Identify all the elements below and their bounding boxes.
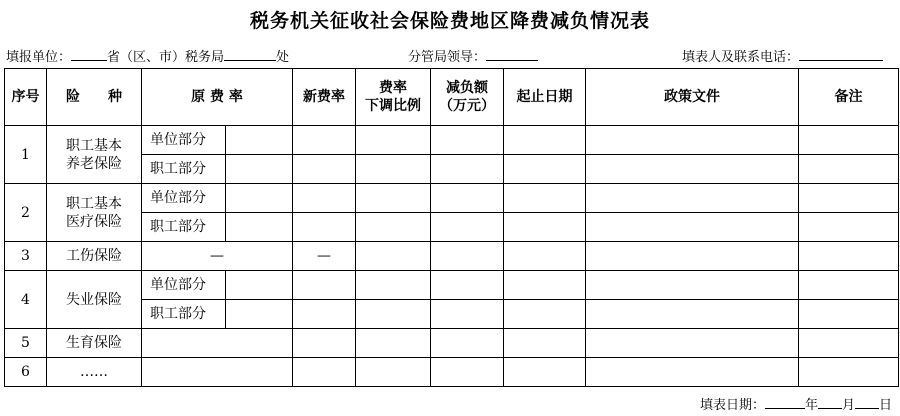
insurance-type: 工伤保险 (47, 242, 142, 271)
office-suffix: 处 (276, 50, 290, 65)
row-number: 1 (5, 126, 47, 184)
year-blank[interactable] (765, 396, 805, 409)
cell[interactable] (293, 155, 356, 184)
cell[interactable] (226, 155, 293, 184)
fill-date-label: 填表日期： (699, 398, 765, 413)
cell[interactable] (586, 242, 799, 271)
insurance-type: 生育保险 (47, 329, 142, 358)
fill-date (700, 394, 892, 413)
table-row (5, 126, 899, 155)
cell[interactable] (293, 329, 356, 358)
cell[interactable] (586, 155, 799, 184)
cell[interactable] (431, 184, 504, 213)
year-label: 年 (804, 398, 818, 413)
table-row (5, 184, 899, 213)
cell[interactable] (799, 329, 899, 358)
cell[interactable] (431, 358, 504, 387)
day-blank[interactable] (855, 396, 879, 409)
cell[interactable] (431, 271, 504, 300)
header-seq: 序号 (5, 69, 47, 126)
day-label: 日 (878, 398, 892, 413)
cell[interactable] (431, 213, 504, 242)
header-row (5, 69, 899, 126)
leader-blank[interactable] (486, 48, 538, 61)
insurance-type: …… (47, 358, 142, 387)
cell[interactable] (431, 155, 504, 184)
cell[interactable] (356, 184, 431, 213)
cell[interactable] (799, 126, 899, 155)
sub-label: 单位部分 (142, 271, 226, 300)
cell[interactable] (799, 271, 899, 300)
reporting-unit-label: 填报单位： (6, 50, 72, 65)
cell[interactable] (293, 184, 356, 213)
province-blank[interactable] (71, 48, 107, 61)
cell[interactable] (504, 242, 586, 271)
table-row (5, 329, 899, 358)
insurance-type: 职工基本 医疗保险 (47, 184, 142, 242)
table-row (5, 242, 899, 271)
filler-blank[interactable] (799, 48, 883, 61)
header-new-rate: 新费率 (293, 69, 356, 126)
month-label: 月 (841, 398, 855, 413)
cell[interactable] (226, 213, 293, 242)
sub-label: 职工部分 (142, 213, 226, 242)
sub-label: 职工部分 (142, 300, 226, 329)
row-number: 5 (5, 329, 47, 358)
cell[interactable] (356, 155, 431, 184)
cell[interactable] (504, 184, 586, 213)
cell[interactable] (431, 300, 504, 329)
row-number: 2 (5, 184, 47, 242)
sub-label: 职工部分 (142, 155, 226, 184)
cell[interactable] (226, 300, 293, 329)
filler-label: 填表人及联系电话： (682, 50, 800, 65)
leader-label: 分管局领导： (408, 50, 487, 65)
leader-field (408, 46, 538, 65)
cell[interactable] (799, 213, 899, 242)
table-row (5, 271, 899, 300)
header-orig-rate: 原 费 率 (142, 69, 293, 126)
row-number: 3 (5, 242, 47, 271)
new-rate-dash: — (293, 242, 356, 271)
row-number: 4 (5, 271, 47, 329)
cell[interactable] (799, 358, 899, 387)
header-adjust: 费率 下调比例 (356, 69, 431, 126)
cell[interactable] (293, 213, 356, 242)
cell[interactable] (586, 329, 799, 358)
cell[interactable] (226, 184, 293, 213)
header-policy: 政策文件 (586, 69, 799, 126)
month-blank[interactable] (818, 396, 842, 409)
cell[interactable] (226, 126, 293, 155)
cell[interactable] (356, 242, 431, 271)
cell[interactable] (431, 242, 504, 271)
row-number: 6 (5, 358, 47, 387)
cell[interactable] (799, 242, 899, 271)
cell[interactable] (293, 271, 356, 300)
cell[interactable] (431, 329, 504, 358)
cell[interactable] (504, 329, 586, 358)
cell[interactable] (504, 271, 586, 300)
orig-rate-dash: — (142, 242, 293, 271)
cell[interactable] (356, 271, 431, 300)
header-period: 起止日期 (504, 69, 586, 126)
cell[interactable] (586, 126, 799, 155)
office-blank[interactable] (224, 48, 276, 61)
cell[interactable] (504, 358, 586, 387)
reporting-unit-field (6, 46, 289, 65)
cell[interactable] (142, 329, 293, 358)
cell[interactable] (293, 300, 356, 329)
cell[interactable] (142, 358, 293, 387)
cell[interactable] (356, 329, 431, 358)
cell[interactable] (586, 213, 799, 242)
cell[interactable] (356, 358, 431, 387)
province-label: 省（区、市）税务局 (107, 50, 225, 65)
cell[interactable] (356, 213, 431, 242)
cell[interactable] (293, 126, 356, 155)
cell[interactable] (504, 300, 586, 329)
header-type: 险 种 (47, 69, 142, 126)
cell[interactable] (431, 126, 504, 155)
cell[interactable] (799, 184, 899, 213)
cell[interactable] (226, 271, 293, 300)
cell[interactable] (356, 300, 431, 329)
cell[interactable] (586, 358, 799, 387)
header-remarks: 备注 (799, 69, 899, 126)
relief-table (4, 68, 899, 387)
cell[interactable] (504, 155, 586, 184)
filler-field (682, 46, 883, 65)
cell[interactable] (356, 126, 431, 155)
sub-label: 单位部分 (142, 184, 226, 213)
cell[interactable] (504, 126, 586, 155)
cell[interactable] (799, 300, 899, 329)
cell[interactable] (799, 155, 899, 184)
header-relief: 减负额 （万元） (431, 69, 504, 126)
cell[interactable] (586, 300, 799, 329)
cell[interactable] (586, 271, 799, 300)
cell[interactable] (586, 184, 799, 213)
form-title: 税务机关征收社会保险费地区降费减负情况表 (249, 10, 650, 32)
cell[interactable] (293, 358, 356, 387)
table-row (5, 358, 899, 387)
insurance-type: 职工基本 养老保险 (47, 126, 142, 184)
insurance-type: 失业保险 (47, 271, 142, 329)
cell[interactable] (504, 213, 586, 242)
sub-label: 单位部分 (142, 126, 226, 155)
